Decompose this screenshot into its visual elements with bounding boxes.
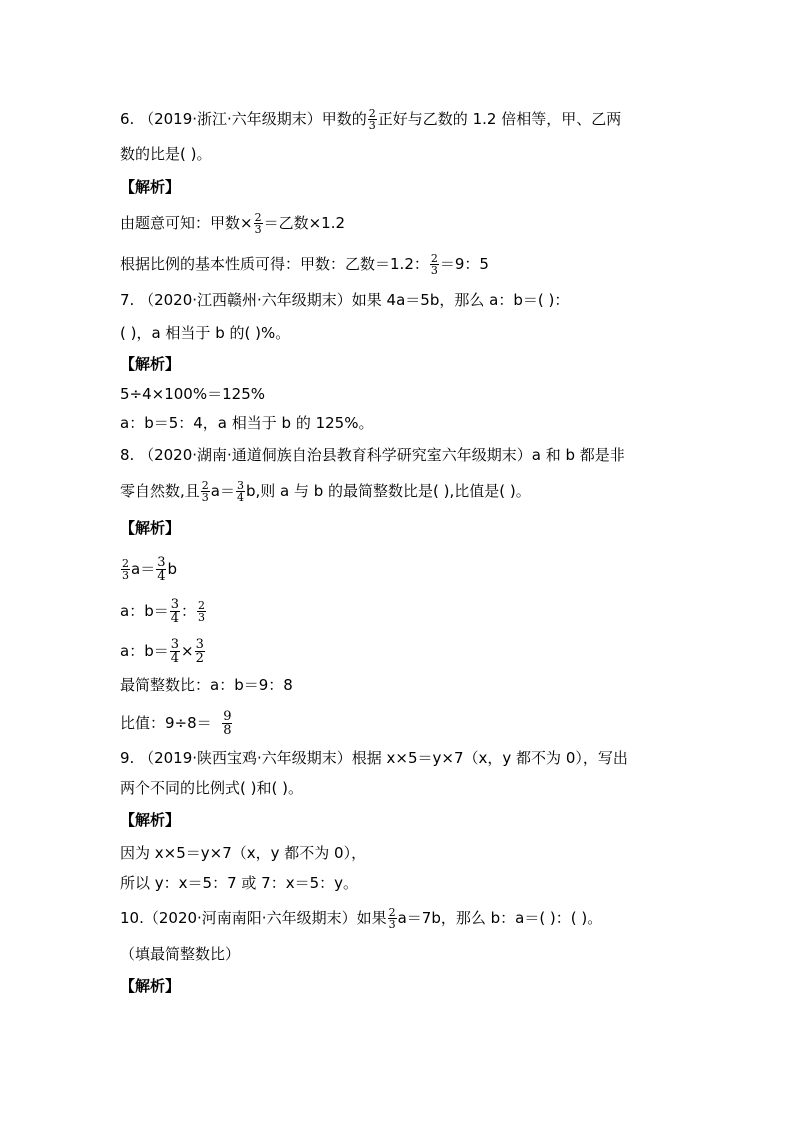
q7-line1: 7. （2020·江西赣州·六年级期末）如果 4a＝5b，那么 a：b＝( )： [120, 291, 570, 309]
q10-line2: （填最简整数比） [120, 945, 241, 963]
q6-analysis-label: 【解析】 [120, 178, 181, 196]
q6-text-a: 6. （2019·浙江·六年级期末）甲数的 [120, 110, 367, 128]
q8-solution-5: 比值：9÷8＝ $\frac{9}{8}$ [120, 709, 232, 738]
q6-line1 [120, 108, 621, 131]
q8-solution-4: 最简整数比：a：b＝9：8 [120, 676, 293, 694]
q9-solution-1: 因为 x×5＝y×7（x，y 都不为 0）， [120, 844, 367, 862]
fraction-two-thirds: $\frac{2}{3}$ [430, 252, 438, 277]
q7-line2: ( )，a 相当于 b 的( )%。 [120, 324, 291, 342]
q8-line1: 8. （2020·湖南·通道侗族自治县教育科学研究室六年级期末）a 和 b 都是非 [120, 446, 625, 464]
fraction-two-thirds: $\frac{2}{3}$ [388, 906, 396, 931]
fraction-three-quarters: $\frac{3}{4}$ [170, 597, 179, 626]
q10-line1: 10.（2020·河南南阳·六年级期末）如果 $\frac{2}{3}$ a＝7b，那么 b：a＝( )：( )。 [120, 906, 603, 931]
q6-text-b: 正好与乙数的 1.2 倍相等，甲、乙两 [377, 110, 622, 128]
fraction-three-quarters: $\frac{3}{4}$ [170, 637, 179, 666]
fraction-two-thirds: $\frac{2}{3}$ [198, 599, 206, 624]
fraction-three-halves: $\frac{3}{2}$ [195, 637, 204, 666]
q9-line2: 两个不同的比例式( )和( )。 [120, 779, 303, 797]
fraction-two-thirds: $\frac{2}{3}$ [122, 557, 129, 582]
q8-solution-1: $\frac{2}{3}$ a＝ $\frac{3}{4}$ b [122, 555, 178, 584]
fraction-two-thirds: $\frac{2}{3}$ [368, 107, 376, 132]
q6-line2: 数的比是( )。 [120, 145, 212, 163]
q6-solution-1: 由题意可知：甲数× $\frac{2}{3}$ ＝乙数×1.2 [120, 211, 346, 236]
q10-analysis-label: 【解析】 [120, 977, 181, 995]
q8-solution-3: a：b＝ $\frac{3}{4}$ × $\frac{3}{2}$ [120, 637, 204, 666]
q8-analysis-label: 【解析】 [120, 519, 181, 537]
q8-line2: 零自然数,且 $\frac{2}{3}$ a＝ $\frac{3}{4}$ b,则 a 与 b 的最简整数比是( ),比值是( )。 [120, 479, 531, 504]
q9-line1: 9. （2019·陕西宝鸡·六年级期末）根据 x×5＝y×7（x，y 都不为 0），写出 [120, 749, 628, 767]
q9-analysis-label: 【解析】 [120, 811, 181, 829]
fraction-nine-eighths: $\frac{9}{8}$ [223, 709, 232, 738]
fraction-two-thirds: $\frac{2}{3}$ [254, 211, 262, 236]
q8-solution-2: a：b＝ $\frac{3}{4}$ ： $\frac{2}{3}$ [120, 597, 206, 626]
q7-analysis-label: 【解析】 [120, 355, 181, 373]
q7-solution-1: 5÷4×100%＝125% [120, 385, 265, 403]
q9-solution-2: 所以 y：x＝5：7 或 7：x＝5：y。 [120, 874, 358, 892]
q7-solution-2: a：b＝5：4，a 相当于 b 的 125%。 [120, 414, 374, 432]
q6-solution-2: 根据比例的基本性质可得：甲数：乙数＝1.2： $\frac{2}{3}$ ＝9：5 [120, 252, 489, 277]
fraction-two-thirds: $\frac{2}{3}$ [201, 479, 209, 504]
fraction-three-quarters: $\frac{3}{4}$ [236, 479, 244, 504]
fraction-three-quarters: $\frac{3}{4}$ [157, 555, 166, 584]
